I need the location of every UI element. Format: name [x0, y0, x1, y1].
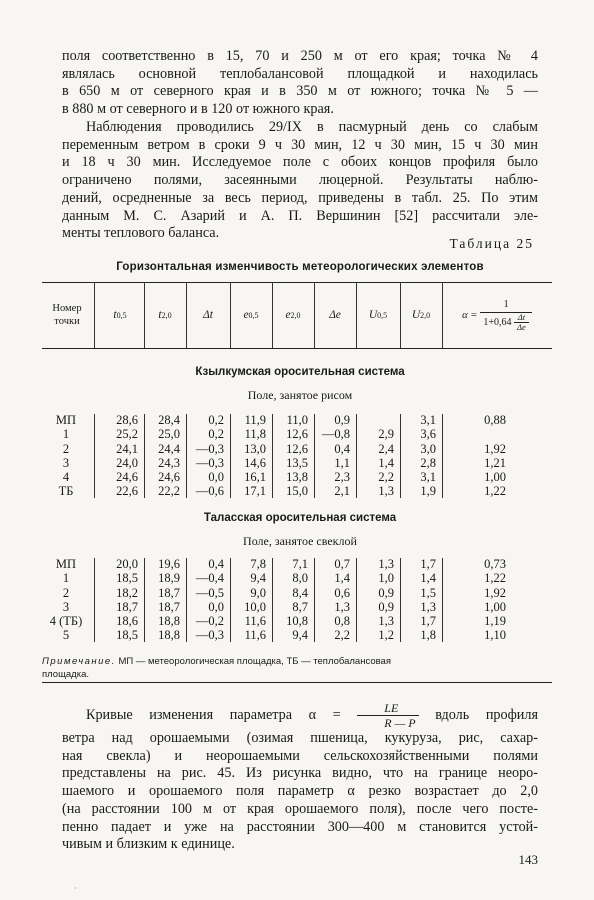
cell-e05: 7,8 — [250, 557, 266, 571]
header-t05 — [96, 285, 144, 345]
cell-de: 1,1 — [334, 455, 350, 470]
cell-u05: 1,4 — [378, 455, 394, 470]
column-divider — [272, 414, 273, 498]
alpha-definition-formula — [357, 701, 418, 730]
header-dt — [186, 285, 230, 345]
cell-alpha: 1,00 — [484, 599, 506, 614]
column-divider — [356, 558, 357, 642]
cell-alpha: 1,21 — [484, 455, 506, 470]
cell-u20: 1,5 — [420, 585, 436, 600]
cell-point: 5 — [62, 628, 70, 643]
cell-de: 0,6 — [334, 585, 350, 600]
table-row — [42, 470, 552, 484]
cell-t20: 18,8 — [158, 628, 180, 643]
cell-alpha: 1,22 — [484, 484, 506, 499]
text-line: в 880 м от северного и в 120 от южного края. — [62, 101, 334, 118]
header-symbol: Δt — [203, 309, 213, 321]
alpha-formula — [480, 298, 531, 332]
table-row — [42, 614, 552, 628]
cell-t05: 18,2 — [116, 585, 138, 600]
cell-dt: —0,5 — [195, 585, 224, 600]
alpha-den-prefix: 1+0,64 — [483, 316, 512, 328]
cell-point: МП — [55, 413, 77, 427]
cell-dt: —0,6 — [195, 484, 224, 499]
column-divider — [314, 558, 315, 642]
cell-u05: 1,3 — [378, 614, 394, 629]
formula-denominator: R — P — [384, 716, 416, 730]
header-e05 — [230, 285, 272, 345]
alpha-lhs: α = — [462, 309, 478, 321]
print-speck: · — [74, 884, 77, 893]
cell-e20: 15,0 — [286, 484, 308, 499]
section-title: Кзылкумская оросительная система — [195, 366, 405, 378]
cell-u20: 3,0 — [420, 441, 436, 456]
cell-t20: 18,7 — [158, 599, 180, 614]
table-bottom-rule — [42, 682, 552, 683]
cell-de: 0,7 — [334, 557, 350, 571]
header-symbol: t — [158, 309, 162, 321]
section-subtitle: Поле, занятое рисом — [247, 388, 353, 402]
column-divider — [186, 282, 187, 348]
cell-u05: 0,9 — [378, 599, 394, 614]
cell-u20: 3,6 — [420, 427, 436, 442]
cell-u05: 1,3 — [378, 484, 394, 499]
cell-alpha: 1,22 — [484, 571, 506, 586]
paragraph-3 — [62, 701, 538, 854]
cell-point: 2 — [62, 441, 70, 456]
cell-t05: 24,0 — [116, 455, 138, 470]
cell-e05: 11,8 — [244, 427, 266, 442]
cell-u20: 3,1 — [420, 413, 436, 427]
table-row — [42, 427, 552, 441]
cell-e05: 16,1 — [244, 470, 266, 485]
cell-e20: 12,6 — [286, 441, 308, 456]
text-line: дений, осредненные за весь период, приведены в табл. 25. По этим — [62, 189, 538, 206]
column-divider — [400, 414, 401, 498]
cell-alpha: 0,88 — [484, 413, 506, 427]
cell-de: 1,3 — [334, 599, 350, 614]
cell-e20: 12,6 — [286, 427, 308, 442]
cell-u05: 1,3 — [378, 557, 394, 571]
text-line: представлены на рис. 45. Из рисунка видно, что на границе неоро- — [62, 765, 538, 782]
column-divider — [186, 558, 187, 642]
column-divider — [400, 282, 401, 348]
table-body-section-2 — [42, 557, 552, 643]
header-symbol: t — [113, 309, 117, 321]
table-row — [42, 600, 552, 614]
cell-de: 0,8 — [334, 614, 350, 629]
cell-t20: 28,4 — [158, 413, 180, 427]
cell-de: 0,4 — [334, 441, 350, 456]
table-note — [42, 655, 552, 681]
cell-u20: 1,9 — [420, 484, 436, 499]
text-line: ветра над орошаемыми (озимая пшеница, кукуруза, рис, сахар- — [62, 730, 538, 746]
table-body-section-1 — [42, 413, 552, 499]
cell-point: ТБ — [58, 484, 74, 499]
table-row — [42, 456, 552, 470]
text-line: переменным ветром в сроки 9 ч 30 мин, 12 ч 30 мин, 15 ч 30 мин — [62, 136, 538, 153]
cell-alpha: 0,73 — [484, 557, 506, 571]
cell-e05: 14,6 — [244, 455, 266, 470]
cell-e05: 9,4 — [250, 571, 266, 586]
cell-alpha: 1,10 — [484, 628, 506, 643]
text-fragment: вдоль профиля — [435, 706, 538, 723]
cell-e05: 9,0 — [250, 585, 266, 600]
cell-t20: 24,4 — [158, 441, 180, 456]
cell-u05: 0,9 — [378, 585, 394, 600]
cell-u20: 3,1 — [420, 470, 436, 485]
column-divider — [442, 558, 443, 642]
section-subtitle: Поле, занятое свеклой — [243, 534, 357, 548]
alpha-inner-fraction — [514, 313, 529, 332]
text-line: в 650 м от северного края и в 350 м от южного; точка № 5 — — [62, 83, 538, 100]
cell-e20: 8,7 — [292, 599, 308, 614]
text-line: и 18 ч 30 мин. Исследуемое поле с обоих концов профиля было — [62, 154, 538, 171]
cell-e05: 11,9 — [244, 413, 266, 427]
header-symbol: U — [411, 309, 421, 321]
cell-u20: 1,7 — [420, 614, 436, 629]
text-line-formula — [62, 701, 538, 730]
cell-dt: —0,3 — [195, 455, 224, 470]
table-row — [42, 628, 552, 642]
cell-t05: 18,7 — [116, 599, 138, 614]
cell-t20: 18,9 — [158, 571, 180, 586]
cell-de: 2,3 — [334, 470, 350, 485]
note-label: Примечание. — [42, 656, 116, 667]
cell-dt: 0,0 — [208, 599, 224, 614]
table-row — [42, 557, 552, 571]
column-divider — [186, 414, 187, 498]
cell-alpha: 1,19 — [484, 614, 506, 629]
cell-e20: 10,8 — [286, 614, 308, 629]
column-divider — [94, 282, 95, 348]
header-point — [42, 285, 92, 345]
cell-t20: 19,6 — [158, 557, 180, 571]
cell-dt: —0,3 — [195, 441, 224, 456]
section-title: Таласская оросительная система — [203, 512, 397, 524]
text-line: являлась основной теплобалансовой площадкой и находилась — [62, 65, 538, 82]
cell-dt: 0,2 — [208, 427, 224, 442]
cell-e20: 9,4 — [292, 628, 308, 643]
cell-t05: 22,6 — [116, 484, 138, 499]
alpha-denominator — [480, 313, 531, 332]
cell-t05: 20,0 — [116, 557, 138, 571]
cell-t05: 18,5 — [116, 571, 138, 586]
table-title: Горизонтальная изменчивость метеорологических элементов — [116, 261, 484, 273]
header-de — [314, 285, 356, 345]
cell-point: 2 — [62, 585, 70, 600]
cell-point: 3 — [62, 599, 70, 614]
header-symbol: e — [285, 309, 291, 321]
column-divider — [272, 282, 273, 348]
cell-de: 2,2 — [334, 628, 350, 643]
table-header-rule — [42, 348, 552, 349]
cell-t20: 24,3 — [158, 455, 180, 470]
alpha-inner-den: Δe — [517, 322, 526, 332]
cell-alpha: 1,92 — [484, 585, 506, 600]
header-u20 — [400, 285, 442, 345]
cell-u20: 1,3 — [420, 599, 436, 614]
column-divider — [400, 558, 401, 642]
cell-point: 1 — [62, 571, 70, 586]
cell-t20: 24,6 — [158, 470, 180, 485]
cell-u20: 1,4 — [420, 571, 436, 586]
header-point-line: Номер — [52, 303, 82, 314]
text-line: менты теплового баланса. — [62, 225, 220, 242]
cell-e20: 8,0 — [292, 571, 308, 586]
note-text: площадка. — [42, 669, 90, 680]
cell-t05: 25,2 — [116, 427, 138, 442]
column-divider — [356, 414, 357, 498]
text-line: Наблюдения проводились 29/IX в пасмурный день со слабым — [86, 119, 538, 135]
text-line: поля соответственно в 15, 70 и 250 м от его края; точка № 4 — [62, 48, 538, 64]
cell-u20: 2,8 — [420, 455, 436, 470]
cell-dt: 0,0 — [208, 470, 224, 485]
cell-alpha: 1,92 — [484, 441, 506, 456]
cell-e20: 13,5 — [286, 455, 308, 470]
alpha-numerator: 1 — [480, 298, 531, 313]
column-divider — [230, 414, 231, 498]
cell-e05: 11,6 — [244, 628, 266, 643]
text-line: шаемого и орошаемого поля параметр α резко возрастает до 2,0 — [62, 783, 538, 800]
cell-t20: 18,7 — [158, 585, 180, 600]
cell-e05: 10,0 — [244, 599, 266, 614]
cell-u20: 1,8 — [420, 628, 436, 643]
cell-t05: 24,1 — [116, 441, 138, 456]
header-subscript: 2,0 — [290, 310, 301, 320]
cell-t05: 28,6 — [116, 413, 138, 427]
header-point-line: точки — [54, 316, 80, 327]
column-divider — [144, 414, 145, 498]
header-alpha — [442, 285, 552, 345]
header-symbol: e — [243, 309, 249, 321]
text-fragment: Кривые изменения параметра α = — [86, 706, 341, 723]
cell-t05: 18,5 — [116, 628, 138, 643]
cell-t05: 24,6 — [116, 470, 138, 485]
column-divider — [356, 282, 357, 348]
header-subscript: 2,0 — [420, 310, 431, 320]
cell-u05: 2,9 — [378, 427, 394, 442]
page-number: 143 — [518, 852, 538, 867]
text-line: чивым и близким к единице. — [62, 836, 235, 853]
column-divider — [314, 282, 315, 348]
cell-t20: 25,0 — [158, 427, 180, 442]
table-top-rule — [42, 282, 552, 283]
table-row — [42, 442, 552, 456]
table-row — [42, 413, 552, 427]
header-subscript: 0,5 — [377, 310, 388, 320]
table-row — [42, 484, 552, 498]
column-divider — [230, 558, 231, 642]
cell-de: 0,9 — [334, 413, 350, 427]
text-line: пенно падает и уже на расстоянии 300—400 м становится устой- — [62, 818, 538, 835]
text-line: ная свекла) и неорошаемыми сельскохозяйственными полями — [62, 747, 538, 764]
cell-point: 3 — [62, 455, 70, 470]
cell-dt: —0,2 — [195, 614, 224, 629]
cell-de: 1,4 — [334, 571, 350, 586]
column-divider — [94, 558, 95, 642]
text-line: ограничено полями, засеянными люцерной. Результаты наблю- — [62, 172, 538, 189]
column-divider — [230, 282, 231, 348]
table-row — [42, 586, 552, 600]
header-subscript: 0,5 — [248, 310, 259, 320]
column-divider — [144, 282, 145, 348]
cell-point: 1 — [62, 427, 70, 442]
cell-e05: 11,6 — [244, 614, 266, 629]
text-line: данным М. С. Азарий и А. П. Вершинин [52] рассчитали эле- — [62, 207, 538, 224]
column-divider — [94, 414, 95, 498]
table-row — [42, 571, 552, 585]
cell-point: МП — [55, 557, 77, 571]
column-divider — [272, 558, 273, 642]
header-subscript: 0,5 — [116, 310, 127, 320]
cell-de: —0,8 — [321, 427, 350, 442]
cell-e05: 17,1 — [244, 484, 266, 499]
header-u05 — [356, 285, 400, 345]
cell-alpha: 1,00 — [484, 470, 506, 485]
cell-de: 2,1 — [334, 484, 350, 499]
header-subscript: 2,0 — [161, 310, 172, 320]
header-symbol: U — [368, 309, 378, 321]
cell-t20: 22,2 — [158, 484, 180, 499]
paragraph-2 — [62, 119, 538, 243]
header-symbol: Δe — [329, 309, 341, 321]
cell-e05: 13,0 — [244, 441, 266, 456]
paragraph-1 — [62, 48, 538, 119]
cell-e20: 13,8 — [286, 470, 308, 485]
cell-e20: 7,1 — [292, 557, 308, 571]
cell-u05: 2,2 — [378, 470, 394, 485]
cell-u05: 1,0 — [378, 571, 394, 586]
header-t20 — [144, 285, 186, 345]
cell-e20: 11,0 — [286, 413, 308, 427]
cell-t05: 18,6 — [116, 614, 138, 629]
cell-dt: —0,3 — [195, 628, 224, 643]
cell-t20: 18,8 — [158, 614, 180, 629]
column-divider — [314, 414, 315, 498]
table-label: Таблица 25 — [449, 236, 534, 251]
cell-u05: 2,4 — [378, 441, 394, 456]
cell-e20: 8,4 — [292, 585, 308, 600]
header-e20 — [272, 285, 314, 345]
column-divider — [442, 282, 443, 348]
note-text: МП — метеорологическая площадка, ТБ — теплобалансовая — [115, 656, 391, 667]
cell-point: 4 — [62, 470, 70, 485]
cell-dt: —0,4 — [195, 571, 224, 586]
cell-point: 4 (ТБ) — [49, 614, 83, 629]
alpha-inner-num: Δt — [514, 313, 529, 323]
cell-u20: 1,7 — [420, 557, 436, 571]
formula-numerator: LE — [357, 701, 418, 716]
cell-u05: 1,2 — [378, 628, 394, 643]
column-divider — [442, 414, 443, 498]
cell-dt: 0,2 — [208, 413, 224, 427]
text-line: (на расстоянии 100 м от края орошаемого поля), после чего посте- — [62, 800, 538, 817]
cell-dt: 0,4 — [208, 557, 224, 571]
column-divider — [144, 558, 145, 642]
